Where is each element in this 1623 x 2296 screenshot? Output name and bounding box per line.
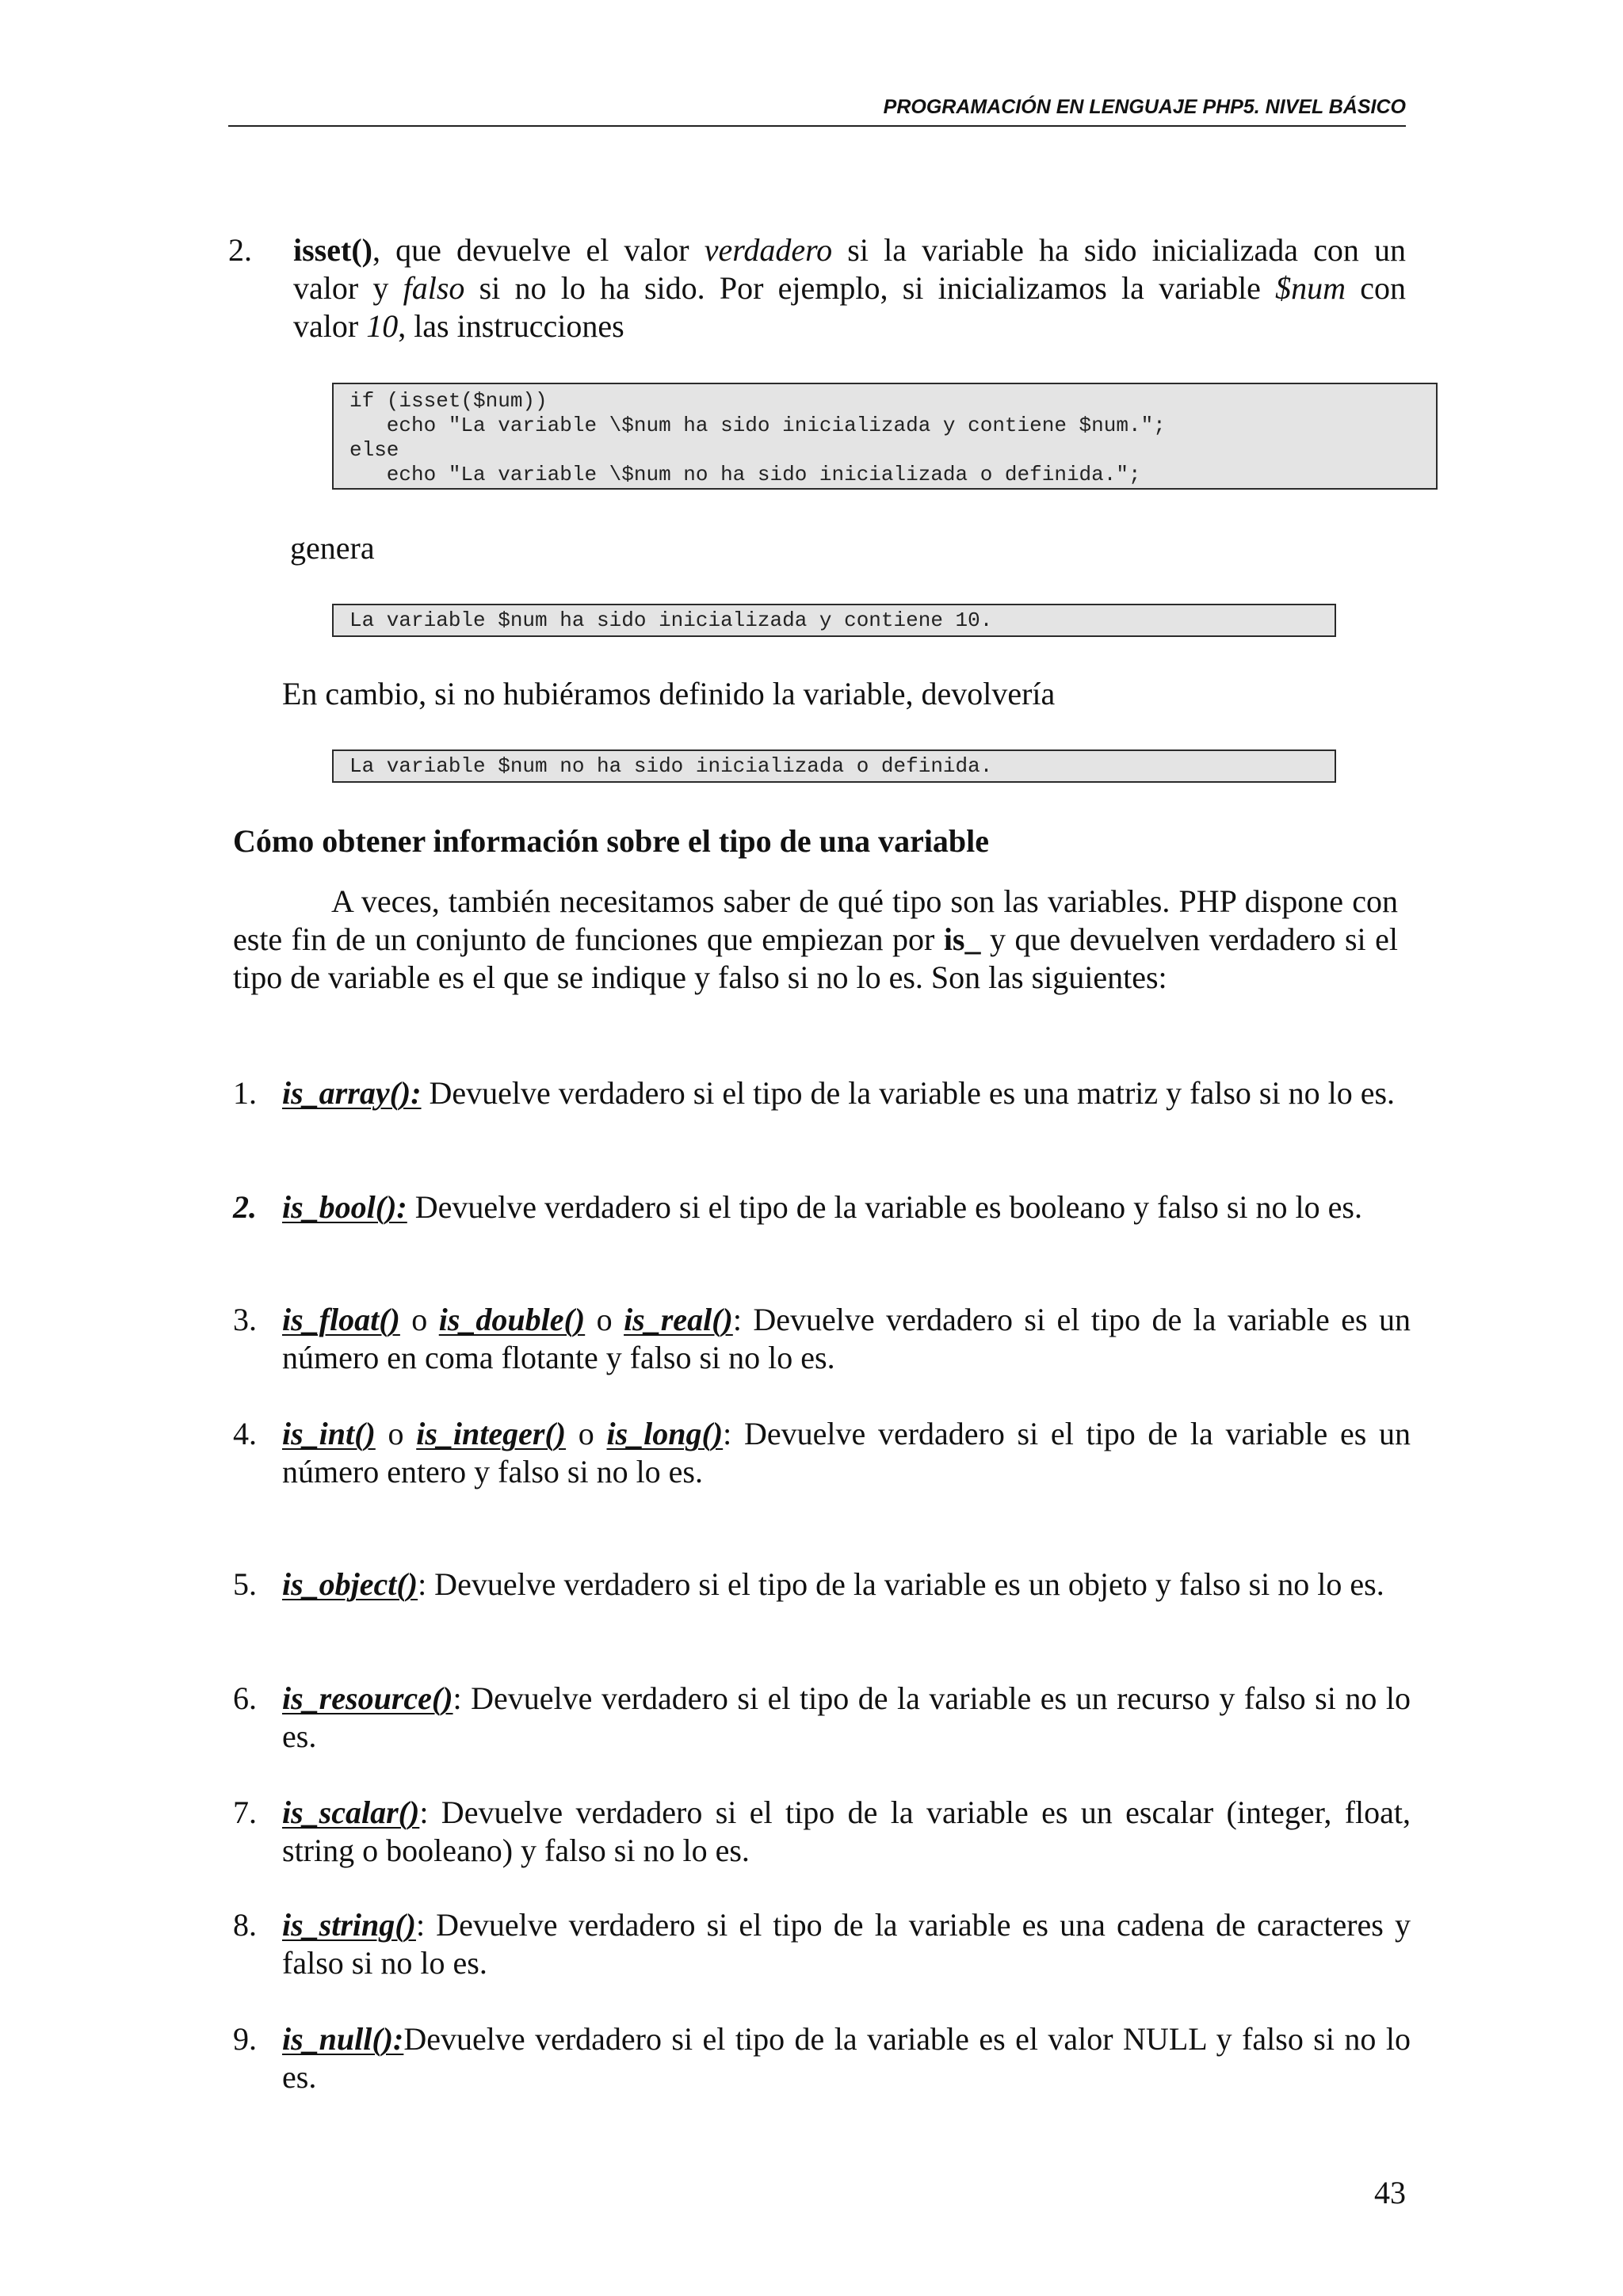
function-name: is_array(): [282, 1075, 422, 1111]
function-description: Devuelve verdadero si el tipo de la variable es una matriz y falso si no lo es. [421, 1075, 1396, 1111]
function-item [233, 1301, 1411, 1377]
function-item-body [282, 1906, 1411, 1982]
code-line: echo "La variable \$num no ha sido inicializada o definida."; [349, 463, 1141, 486]
header-rule [228, 125, 1406, 127]
isset-text-7: , las instrucciones [398, 308, 624, 344]
function-item [233, 1906, 1411, 1982]
function-description: : Devuelve verdadero si el tipo de la variable es un escalar (integer, float, string o booleano) y falso si no lo es. [282, 1794, 1411, 1868]
code-line: if (isset($num)) [349, 389, 548, 413]
isset-text-2: si la variable ha sido inicializada con un [832, 232, 1406, 268]
function-item-body [282, 1794, 1411, 1870]
isset-falso: falso [403, 270, 465, 306]
running-header: PROGRAMACIÓN EN LENGUAJE PHP5. NIVEL BÁSICO [883, 96, 1406, 118]
function-description: : Devuelve verdadero si el tipo de la variable es un número entero y falso si no lo es. [282, 1416, 1411, 1489]
function-description: : Devuelve verdadero si el tipo de la variable es un objeto y falso si no lo es. [418, 1566, 1384, 1602]
function-item-number: 9. [233, 2021, 257, 2057]
function-name: is_int() [282, 1416, 376, 1451]
function-item-number: 2. [233, 1189, 257, 1225]
function-item [233, 1680, 1411, 1756]
intro-is-prefix: is_ [943, 921, 981, 957]
isset-num-var: $num [1275, 270, 1346, 306]
function-name: is_object() [282, 1566, 418, 1602]
function-description: o [399, 1302, 439, 1337]
page-number: 43 [1374, 2175, 1406, 2210]
function-description: Devuelve verdadero si el tipo de la variable es booleano y falso si no lo es. [407, 1189, 1362, 1225]
function-item-body [282, 1415, 1411, 1491]
function-name: is_null(): [282, 2021, 404, 2057]
isset-ten: 10 [366, 308, 399, 344]
function-description: o [566, 1416, 607, 1451]
function-item-number: 1. [233, 1075, 257, 1111]
function-item-body [282, 1074, 1411, 1112]
function-description: : Devuelve verdadero si el tipo de la variable es una cadena de caracteres y falso si no lo es. [282, 1907, 1411, 1981]
isset-verdadero: verdadero [704, 232, 833, 268]
function-item-number: 6. [233, 1680, 257, 1716]
isset-text-4: si no lo ha sido. Por ejemplo, si inicializamos la variable [464, 270, 1276, 306]
function-item [233, 1566, 1398, 1642]
isset-item-number: 2. [228, 232, 252, 268]
code-line: else [349, 438, 399, 462]
isset-line-2 [293, 269, 1406, 307]
isset-text-6: valor [293, 308, 367, 344]
function-name: is_scalar() [282, 1794, 420, 1830]
function-name: is_float() [282, 1302, 400, 1337]
isset-item [228, 231, 1406, 345]
function-item-body [282, 1301, 1411, 1377]
function-item [233, 1074, 1398, 1150]
function-name: is_real() [624, 1302, 733, 1337]
function-name: is_double() [438, 1302, 586, 1337]
output-box-undefined: La variable $num no ha sido inicializada o definida. [332, 749, 1336, 783]
function-item-body [282, 1188, 1411, 1226]
intro-text-a: A veces, también necesitamos saber de qué tipo son las variables. PHP dispone con este fin de un conjunto de funciones que empiezan por [233, 883, 1398, 957]
intro-text-b: y que devuelven verdadero si el tipo de variable es el que se indique y falso si no lo es. Son las siguientes: [233, 921, 1399, 995]
function-name: is_integer() [416, 1416, 567, 1451]
function-item [233, 1794, 1411, 1870]
function-name: is_resource() [282, 1680, 453, 1716]
isset-func: isset() [293, 232, 372, 268]
function-description: : Devuelve verdadero si el tipo de la variable es un recurso y falso si no lo es. [282, 1680, 1411, 1754]
isset-line-1 [293, 231, 1406, 269]
section-intro [233, 883, 1398, 1035]
function-item-number: 5. [233, 1566, 257, 1602]
function-item [233, 1188, 1398, 1264]
en-cambio-text: En cambio, si no hubiéramos definido la variable, devolvería [282, 676, 1056, 711]
function-item-number: 3. [233, 1302, 257, 1337]
function-name: is_long() [606, 1416, 724, 1451]
function-item-body [282, 1566, 1411, 1604]
function-item-number: 7. [233, 1794, 257, 1830]
genera-label: genera [290, 530, 375, 566]
code-line: echo "La variable \$num ha sido inicializada y contiene $num."; [349, 414, 1166, 437]
function-item [233, 2020, 1411, 2096]
function-description: o [585, 1302, 624, 1337]
isset-text-3: valor y [293, 270, 403, 306]
section-heading: Cómo obtener información sobre el tipo de una variable [233, 823, 990, 859]
function-description: Devuelve verdadero si el tipo de la variable es el valor NULL y falso si no lo es. [282, 2021, 1411, 2095]
isset-text-1: , que devuelve el valor [372, 232, 705, 268]
function-description: o [375, 1416, 417, 1451]
output-box-initialized: La variable $num ha sido inicializada y contiene 10. [332, 604, 1336, 637]
code-block-isset [332, 383, 1438, 490]
isset-item-body [293, 231, 1406, 345]
function-item [233, 1415, 1411, 1491]
function-item-body [282, 1680, 1411, 1756]
isset-line-3 [293, 307, 1406, 345]
isset-text-5: con [1346, 270, 1406, 306]
function-name: is_bool(): [282, 1189, 407, 1225]
function-item-number: 8. [233, 1907, 257, 1943]
function-item-number: 4. [233, 1416, 257, 1451]
function-description: : Devuelve verdadero si el tipo de la variable es un número en coma flotante y falso si no lo es. [282, 1302, 1411, 1375]
function-item-body [282, 2020, 1411, 2096]
function-name: is_string() [282, 1907, 416, 1943]
